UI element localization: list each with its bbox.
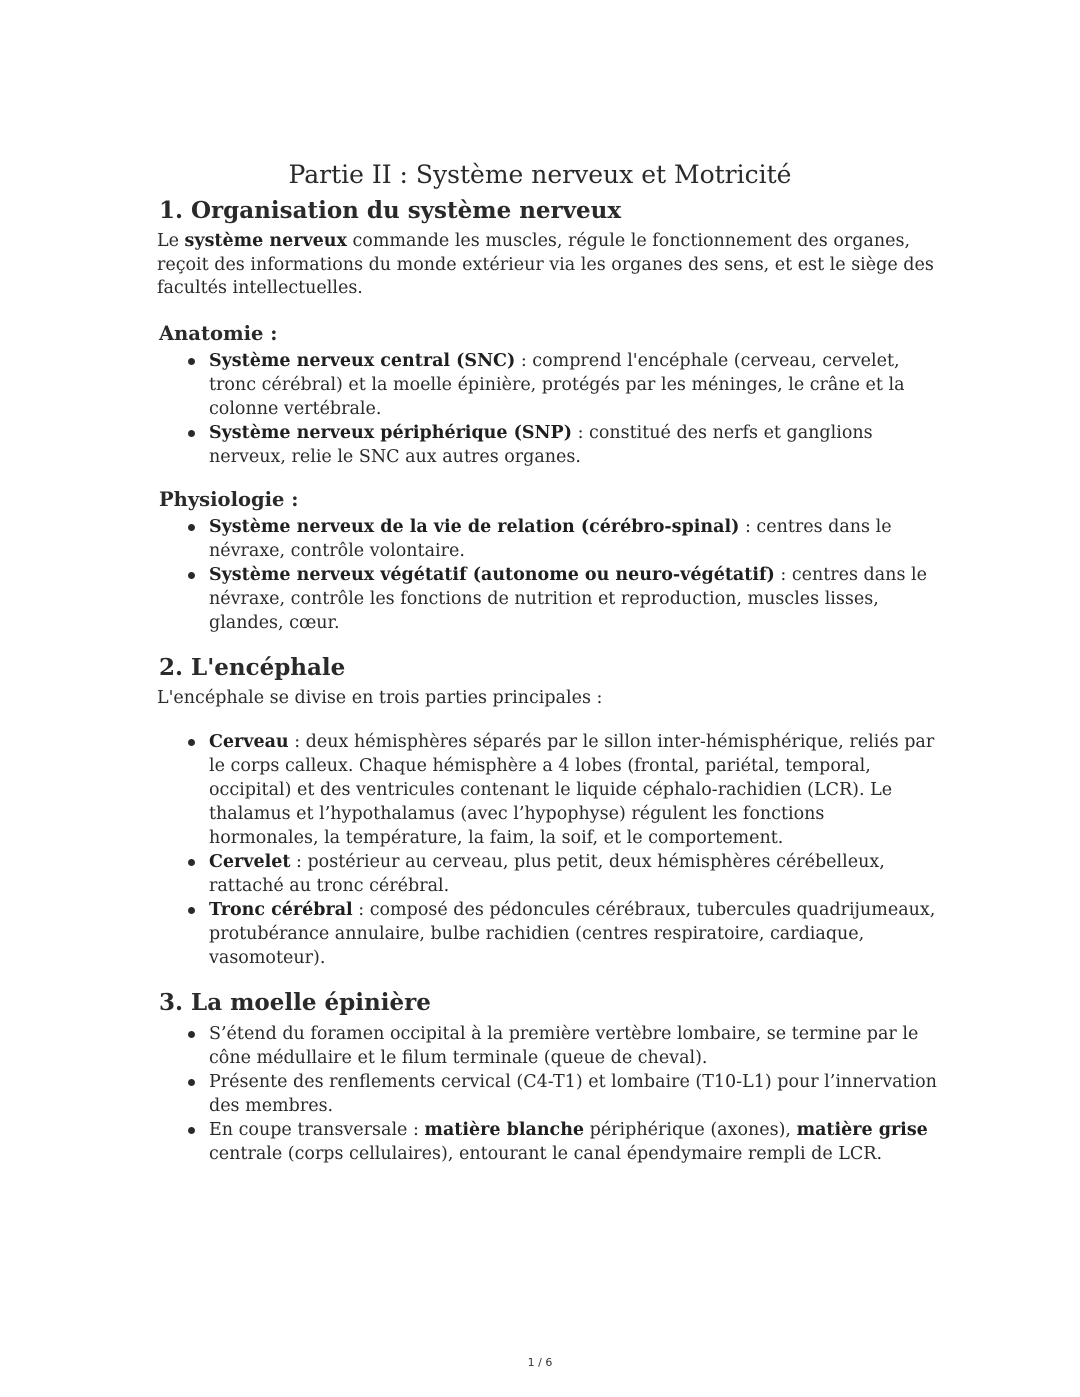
- list-item-term: matière blanche: [424, 1120, 585, 1140]
- list-item: [209, 515, 937, 563]
- subheading-physiologie: Physiologie :: [159, 487, 299, 511]
- list-item-text: : postérieur au cerveau, plus petit, deux hémisphères cérébelleux, rattaché au tronc cérébral.: [209, 852, 885, 896]
- list-item-text: : centres dans le névraxe, contrôle volontaire.: [209, 516, 892, 561]
- section-intro-paragraph: [157, 230, 937, 301]
- list-item: [209, 421, 937, 469]
- section-heading-moelle: 3. La moelle épinière: [159, 989, 431, 1016]
- list-item-text: centrale (corps cellulaires), entourant le canal épendymaire rempli de LCR.: [209, 1144, 883, 1164]
- list-item-text: : constitué des nerfs et ganglions nerveux, relie le SNC aux autres organes.: [209, 422, 873, 467]
- moelle-list: [157, 1022, 937, 1166]
- list-item-text: périphérique (axones),: [584, 1120, 797, 1140]
- list-item: [209, 563, 937, 635]
- list-item-text: : centres dans le névraxe, contrôle les fonctions de nutrition et reproduction, muscles lisses, glandes, cœur.: [209, 564, 927, 633]
- list-item-term: matière grise: [796, 1120, 928, 1140]
- list-item: [209, 349, 937, 421]
- list-item: [209, 1118, 937, 1166]
- intro-bold-term: système nerveux: [184, 231, 347, 251]
- list-item-term: Cervelet: [209, 852, 291, 872]
- document-content: [157, 196, 937, 1166]
- list-item: [209, 850, 937, 898]
- list-item-term: Système nerveux périphérique (SNP): [209, 422, 572, 443]
- list-item-term: Cerveau: [209, 732, 289, 752]
- list-item: [209, 730, 937, 850]
- list-item-term: Système nerveux végétatif (autonome ou neuro-végétatif): [209, 564, 775, 585]
- intro-text-rest: commande les muscles, régule le fonctionnement des organes, reçoit des informations du monde extérieur via les organes des sens, et est le siège des facultés intellectuelles.: [157, 231, 934, 298]
- list-item-term: Système nerveux central (SNC): [209, 350, 516, 371]
- intro-text: Le: [157, 231, 185, 251]
- section-intro-paragraph: L'encéphale se divise en trois parties principales :: [157, 687, 603, 708]
- list-item-term: Système nerveux de la vie de relation (cérébro-spinal): [209, 516, 740, 537]
- page-number: 1 / 6: [527, 1356, 553, 1369]
- list-item-text: : composé des pédoncules cérébraux, tubercules quadrijumeaux, protubérance annulaire, bulbe rachidien (centres respiratoire, cardiaque, vasomoteur).: [209, 900, 936, 968]
- list-item-text: : comprend l'encéphale (cerveau, cervelet, tronc cérébral) et la moelle épinière, protégés par les méninges, le crâne et la colonne vertébrale.: [209, 350, 905, 419]
- list-item: [209, 898, 937, 970]
- list-item-term: Tronc cérébral: [209, 900, 353, 920]
- list-item: S’étend du foramen occipital à la première vertèbre lombaire, se termine par le cône médullaire et le filum terminale (queue de cheval).: [209, 1022, 937, 1070]
- list-item-text: : deux hémisphères séparés par le sillon inter-hémisphérique, reliés par le corps calleux. Chaque hémisphère a 4 lobes (frontal, pariétal, temporal, occipital) et des ventricules contenant le liquide céphalo-rachidien (LCR). Le thalamus et l’hypothalamus (avec l’hypophyse) régulent les fonctions hormonales, la température, la faim, la soif, et le comportement.: [209, 732, 935, 848]
- anatomy-list: [157, 349, 937, 469]
- section-heading-encephale: 2. L'encéphale: [159, 653, 346, 681]
- encephale-list: [157, 730, 937, 970]
- subheading-anatomie: Anatomie :: [159, 321, 278, 345]
- section-heading-organisation: 1. Organisation du système nerveux: [159, 197, 622, 224]
- list-item-text: En coupe transversale :: [209, 1120, 425, 1140]
- page-title: Partie II : Système nerveux et Motricité: [288, 160, 792, 189]
- list-item: Présente des renflements cervical (C4-T1) et lombaire (T10-L1) pour l’innervation des membres.: [209, 1072, 937, 1116]
- physiology-list: [157, 515, 937, 635]
